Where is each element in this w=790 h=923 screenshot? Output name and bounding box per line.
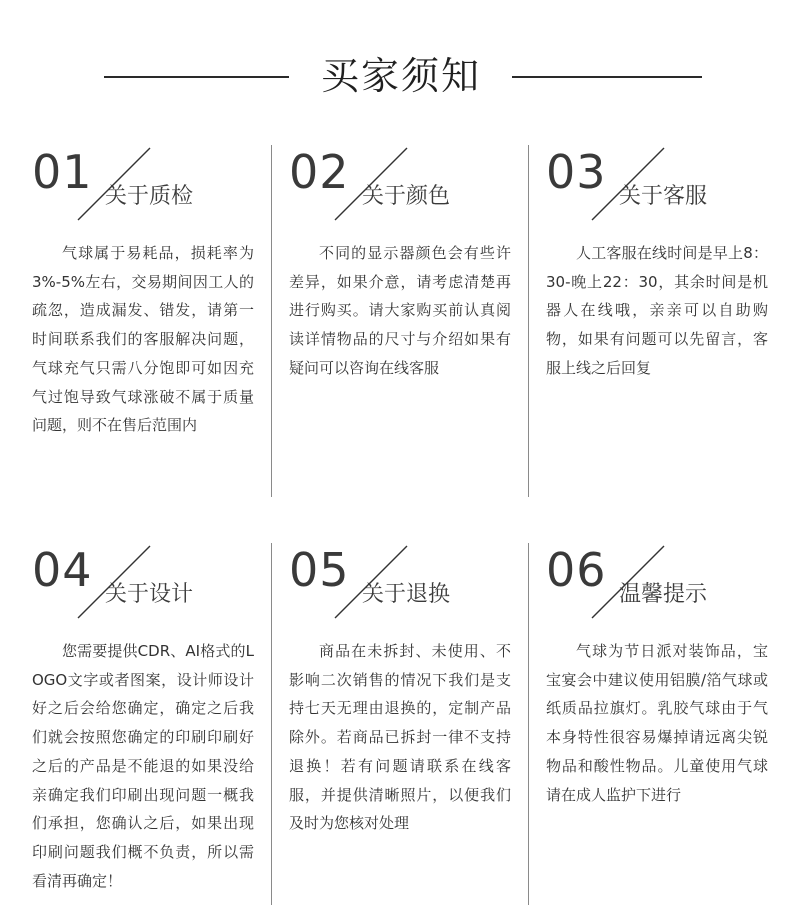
card-title: 关于退换 xyxy=(362,582,451,607)
card-body: 气球为节日派对装饰品，宝宝宴会中建议使用铝膜/箔气球或纸质品拉旗灯。乳胶气球由于气本身特性很容易爆掉请远离尖锐物品和酸性物品。儿童使用气球请在成人监护下进行 xyxy=(546,642,768,804)
card-number: 06 xyxy=(546,543,607,597)
column-divider xyxy=(271,543,272,905)
card-number: 03 xyxy=(546,145,607,199)
card-number: 04 xyxy=(32,543,93,597)
card-title: 关于客服 xyxy=(619,184,708,209)
card-body: 不同的显示器颜色会有些许差异，如果介意，请考虑清楚再进行购买。请大家购买前认真阅读详情物品的尺寸与介绍如果有疑问可以咨询在线客服 xyxy=(289,244,511,377)
card-body: 您需要提供CDR、AI格式的LOGO文字或者图案，设计师设计好之后会给您确定，确定之后我们就会按照您确定的印刷印刷好之后的产品是不能退的如果没给亲确定我们印刷出现问题一概我们承担，您确认之后，如果出现印刷问题我们概不负责，所以需看清再确定！ xyxy=(32,642,254,890)
card-title: 关于质检 xyxy=(105,184,194,209)
card-body: 商品在未拆封、未使用、不影响二次销售的情况下我们是支持七天无理由退换的，定制产品除外。若商品已拆封一律不支持退换！若有问题请联系在线客服，并提供清晰照片，以便我们及时为您核对处理 xyxy=(289,642,511,833)
column-divider xyxy=(271,145,272,497)
card-title: 关于设计 xyxy=(105,582,194,607)
card-title: 关于颜色 xyxy=(362,184,451,209)
title-rule-right xyxy=(512,76,702,78)
card-title: 温馨提示 xyxy=(619,582,708,607)
card-body: 人工客服在线时间是早上8：30-晚上22：30，其余时间是机器人在线哦，亲亲可以自助购物，如果有问题可以先留言，客服上线之后回复 xyxy=(546,244,768,377)
card-body: 气球属于易耗品，损耗率为3%-5%左右，交易期间因工人的疏忽，造成漏发、错发，请第一时间联系我们的客服解决问题，气球充气只需八分饱即可如因充气过饱导致气球涨破不属于质量问题，则不在售后范围内 xyxy=(32,244,254,435)
page-title: 买家须知 xyxy=(320,54,481,98)
column-divider xyxy=(528,543,529,905)
card-number: 02 xyxy=(289,145,350,199)
card-number: 01 xyxy=(32,145,93,199)
card-number: 05 xyxy=(289,543,350,597)
title-rule-left xyxy=(104,76,289,78)
column-divider xyxy=(528,145,529,497)
